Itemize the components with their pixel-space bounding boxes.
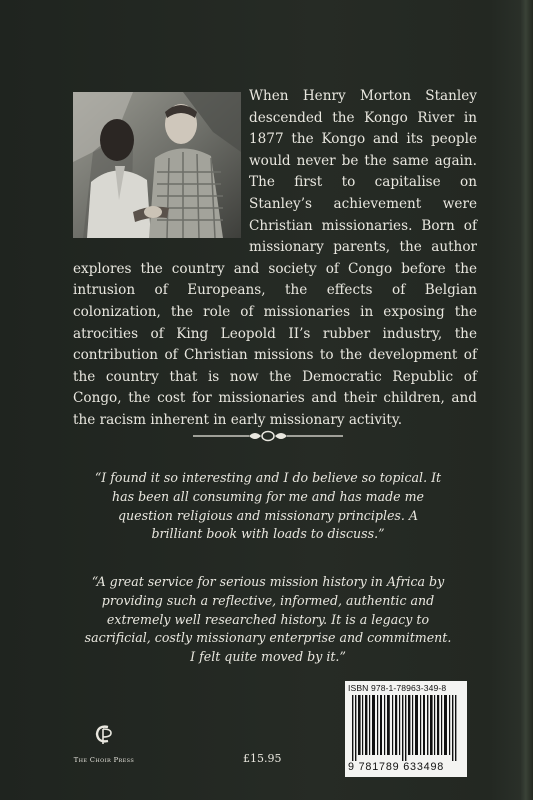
choir-press-logo-icon: [94, 723, 114, 745]
review-quote-1: “I found it so interesting and I do believe so topical. It has been all consuming for me and has made me question religious and missionary principles. A brilliant book with loads to discuss.”: [94, 470, 442, 542]
publisher-logo: [62, 723, 146, 766]
blurb-body: When Henry Morton Stanley descended the Kongo River in 1877 the Kongo and its people would never be the same again. The first to capitalise on Stanley’s achievement were Christian missionaries. Born of missionary parents, the author explores the country and society of Congo before the intrusion of Europeans, the effects of Belgian colonization, the role of missionaries in exposing the atrocities of King Leopold II’s rubber industry, the contribution of Christian missions to the development of the country that is now the Democratic Republic of Congo, the cost for missionaries and their children, and the racism inherent in early missionary activity.: [73, 88, 477, 428]
isbn-label: ISBN 978-1-78963-349-8: [348, 683, 447, 693]
review-quote-2: “A great service for serious mission history in Africa by providing such a reflective, informed, authentic and extremely well researched history. It is a legacy to sacrificial, costly missionary enterprise and commitment. I felt quite moved by it.”: [84, 574, 452, 665]
barcode-bars: [350, 695, 462, 761]
handshake-photo: [73, 92, 241, 238]
publisher-name: The Choir Press: [73, 756, 135, 764]
barcode-number: 9 781789 633498: [348, 761, 445, 773]
spine-edge: [521, 0, 533, 800]
cover-photo: [73, 92, 241, 238]
isbn-barcode: [345, 681, 467, 777]
price: £15.95: [243, 752, 282, 765]
divider-ornament: [193, 427, 343, 445]
